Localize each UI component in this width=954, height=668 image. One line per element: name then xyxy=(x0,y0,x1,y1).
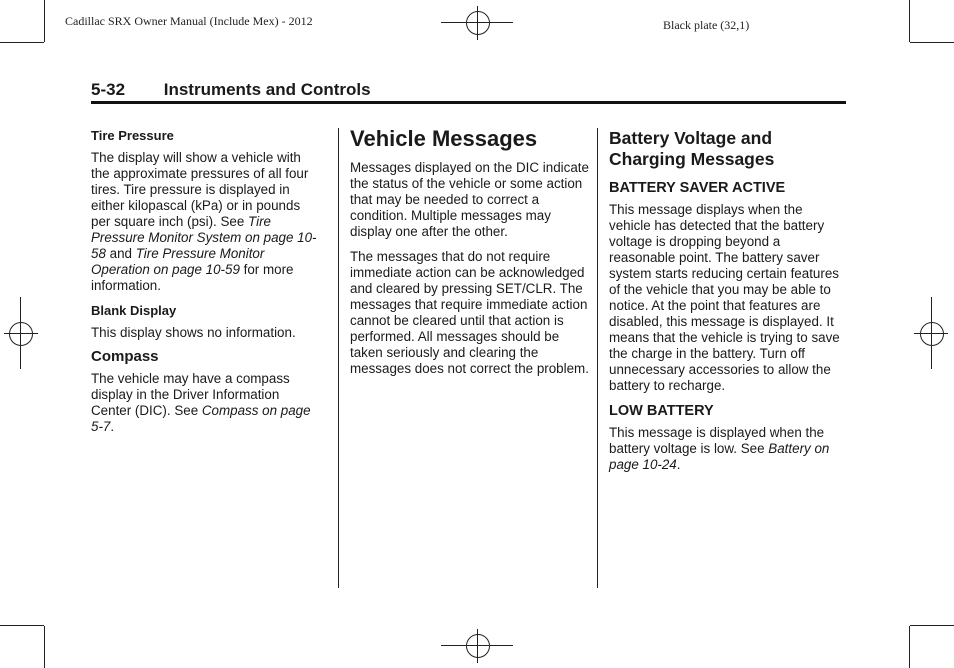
page-number: 5-32 xyxy=(91,80,126,99)
vehicle-messages-title: Vehicle Messages xyxy=(350,126,538,151)
vehicle-messages-para-2: The messages that do not require immediate action can be acknowledged and cleared by pressing SET/CLR. The messages that require immediate action cannot be cleared until that action is performed. All messages should be taken seriously and clearing the messages does not correct the problem. xyxy=(350,249,589,376)
book-title: Cadillac SRX Owner Manual (Include Mex) - 2012 xyxy=(65,14,313,28)
column-right xyxy=(609,128,846,480)
battery-saver-text: This message displays when the vehicle has detected that the battery voltage is dropping beyond a reasonable point. The battery saver system starts reducing certain features of the vehicle that you may be able to notice. At the point that features are disabled, this message is displayed. It means that the vehicle is trying to save the charge in the battery. Turn off unnecessary accessories to allow the battery to recharge. xyxy=(609,202,840,393)
battery-saver-heading: BATTERY SAVER ACTIVE xyxy=(609,180,786,196)
tire-operation-link[interactable]: Tire Pressure Monitor Operation on page 10-59 xyxy=(91,246,265,277)
compass-heading: Compass xyxy=(91,348,159,365)
tire-pressure-text: The display will show a vehicle with the approximate pressures of all four tires. Tire pressure is displayed in either kilopascal (kPa) or in pounds per square inch (psi). See Tire Pressure Monitor System on page 10-58 and Tire Pressure Monitor Operation on page 10-59 for more information. xyxy=(91,150,317,293)
compass-link[interactable]: Compass on page 5-7 xyxy=(91,403,311,434)
compass-text: The vehicle may have a compass display in the Driver Information Center (DIC). See Compass on page 5-7. xyxy=(91,371,311,434)
blank-display-heading: Blank Display xyxy=(91,303,177,318)
plate-label: Black plate (32,1) xyxy=(663,18,750,32)
section-title: Instruments and Controls xyxy=(163,80,371,99)
crop-mark xyxy=(44,626,45,668)
crop-mark xyxy=(0,42,44,43)
crop-mark xyxy=(44,0,45,42)
vehicle-messages-para-1: Messages displayed on the DIC indicate the status of the vehicle or some action that may be needed to correct a condition. Multiple messages may display one after the other. xyxy=(350,160,589,239)
tire-monitor-link[interactable]: Tire Pressure Monitor System on page 10-58 xyxy=(91,214,317,261)
column-divider xyxy=(338,128,339,588)
battery-section-title: Battery Voltage and Charging Messages xyxy=(609,128,775,169)
crop-mark xyxy=(0,625,44,626)
tire-pressure-heading: Tire Pressure xyxy=(91,128,174,143)
crop-mark xyxy=(910,625,954,626)
column-left xyxy=(91,128,323,442)
battery-link[interactable]: Battery on page 10-24 xyxy=(609,441,830,472)
page-header xyxy=(91,80,846,104)
crop-mark xyxy=(909,626,910,668)
crop-mark xyxy=(909,0,910,42)
crop-mark xyxy=(910,42,954,43)
low-battery-heading: LOW BATTERY xyxy=(609,403,714,419)
column-middle xyxy=(350,126,590,384)
column-divider xyxy=(597,128,598,588)
low-battery-text: This message is displayed when the battery voltage is low. See Battery on page 10-24. xyxy=(609,425,830,472)
blank-display-text: This display shows no information. xyxy=(91,325,296,340)
